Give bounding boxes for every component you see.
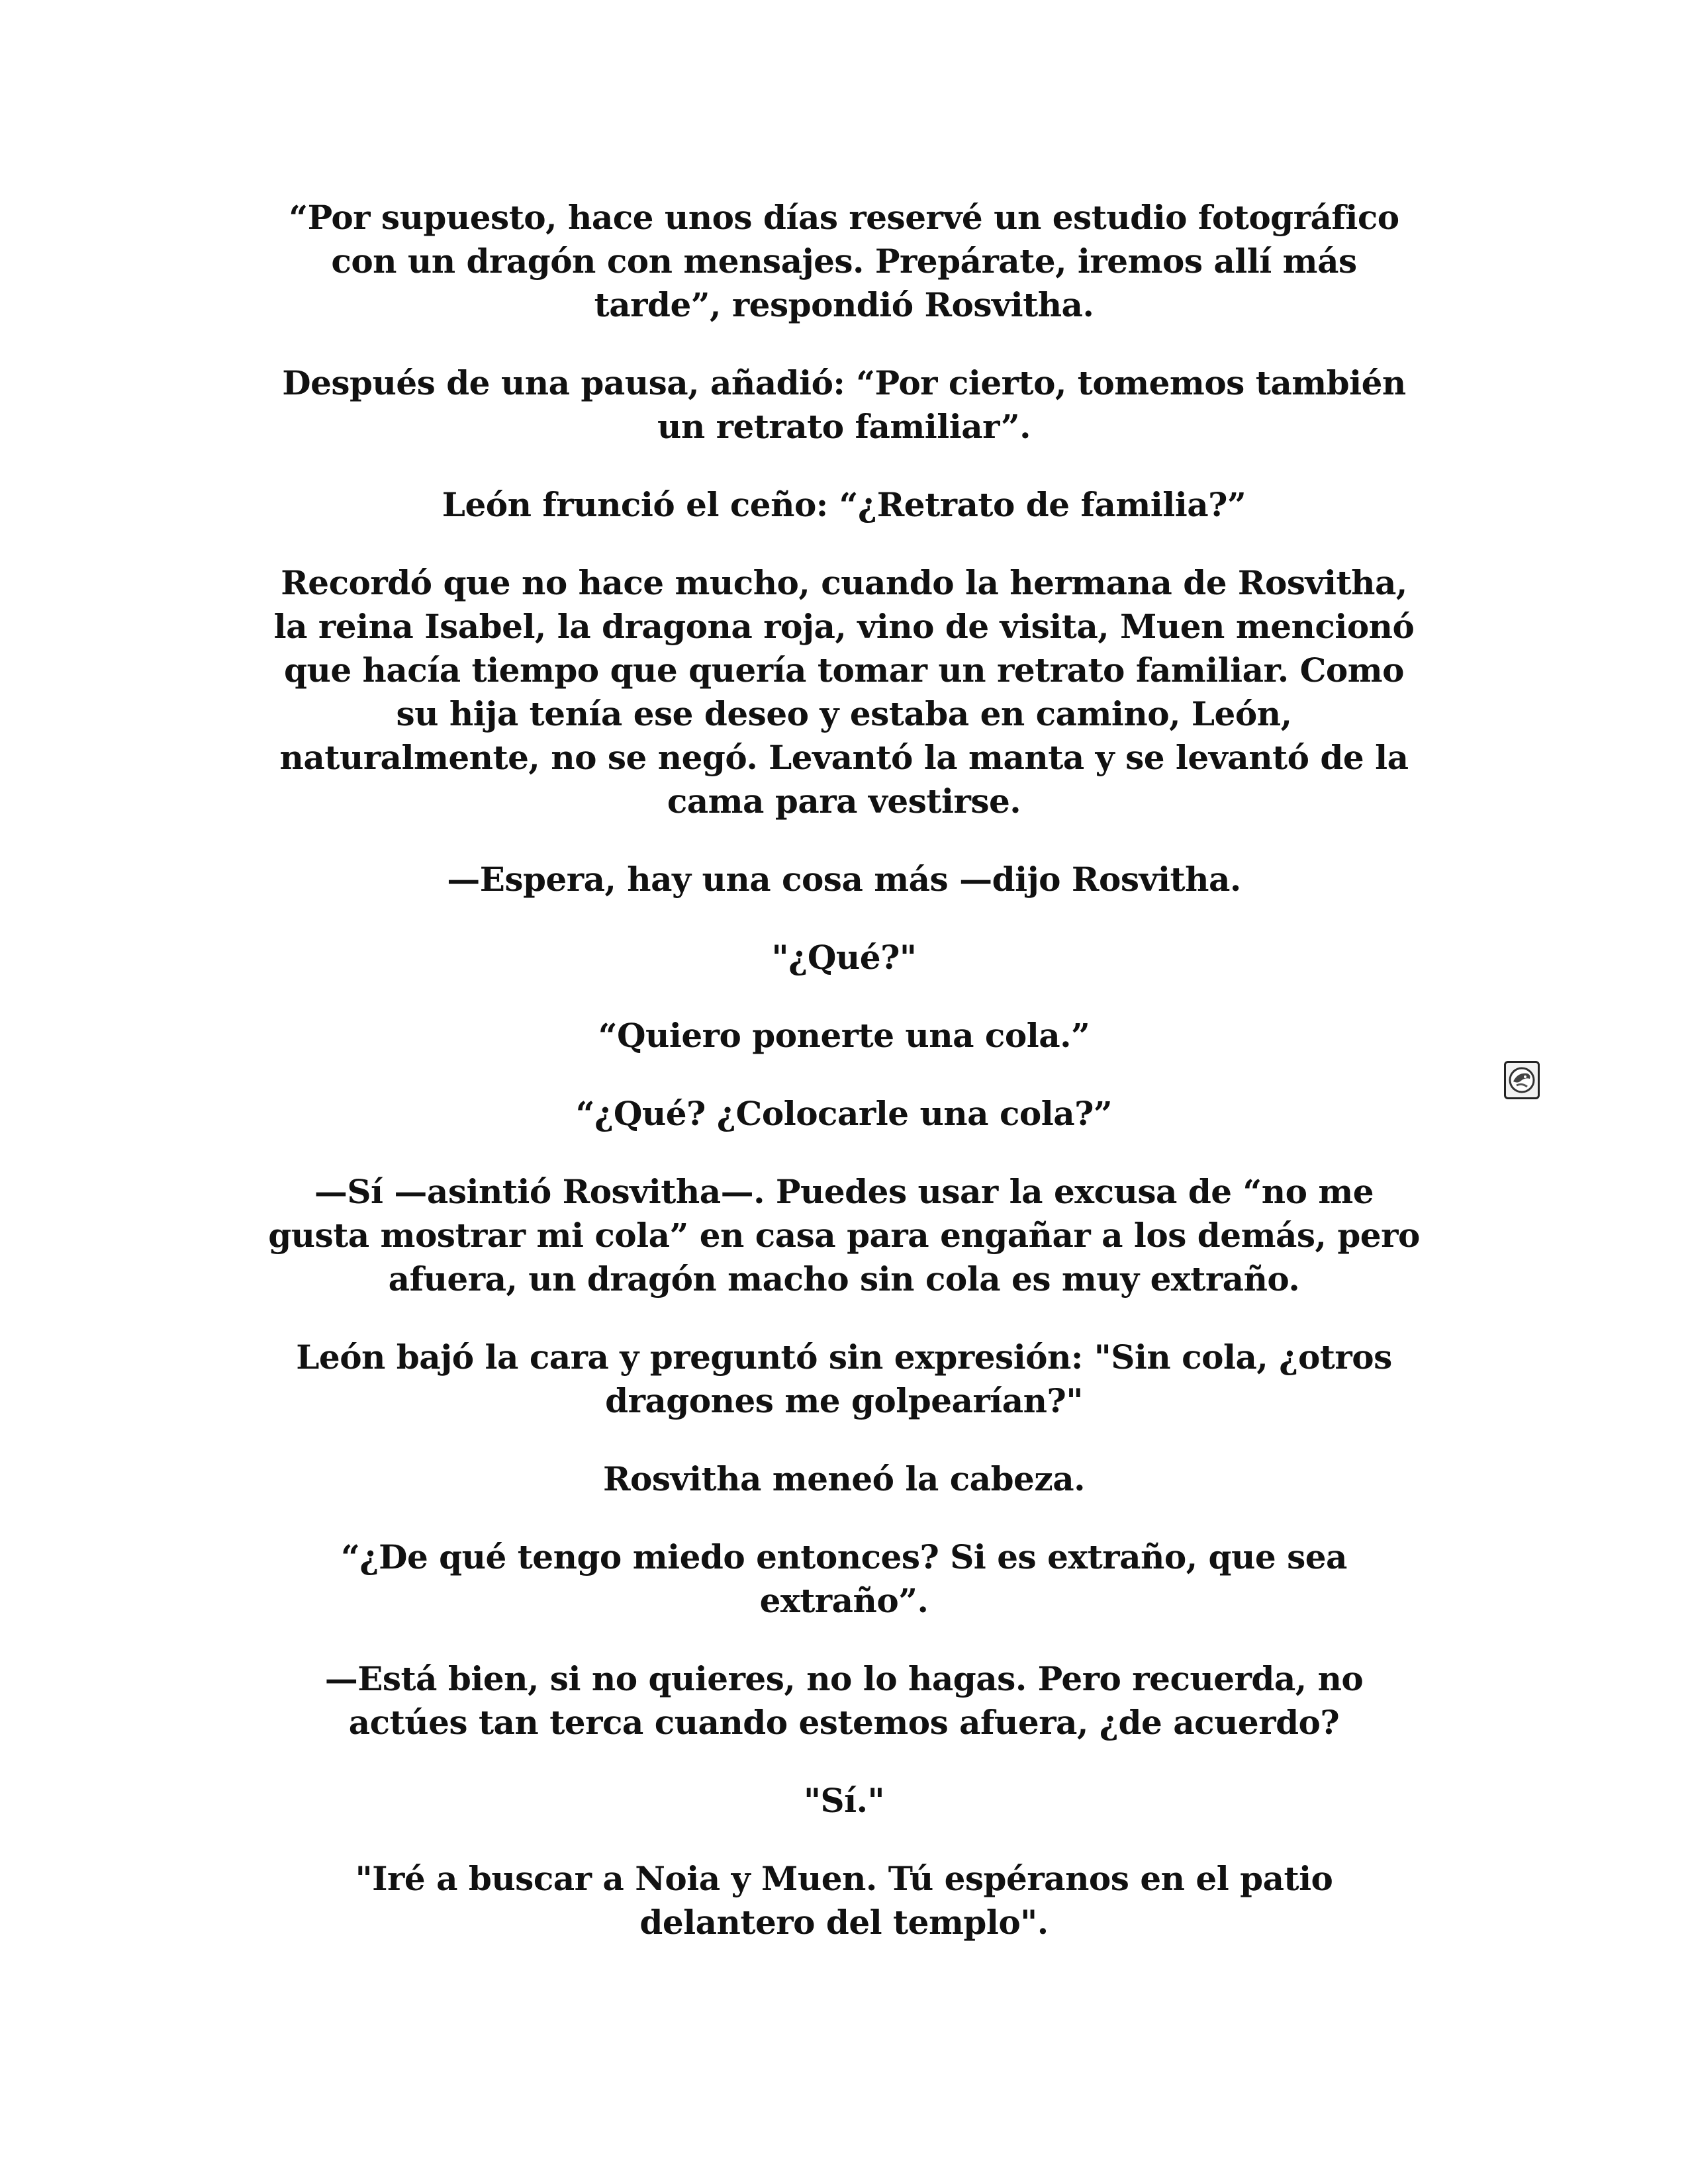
paragraph: “Quiero ponerte una cola.” — [598, 1016, 1090, 1055]
paragraph: Rosvitha meneó la cabeza. — [602, 1459, 1086, 1498]
paragraph: —Sí —asintió Rosvitha—. Puedes usar la excusa de “no me gusta mostrar mi cola” en casa para engañar a los demás, pero afuera, un dragón macho sin cola es muy extraño. — [268, 1172, 1420, 1298]
paragraph: "Sí." — [803, 1781, 885, 1820]
avatar-icon-graphic — [1507, 1064, 1536, 1096]
paragraph: “¿Qué? ¿Colocarle una cola?” — [575, 1094, 1113, 1133]
paragraph: León bajó la cara y preguntó sin expresión: "Sin cola, ¿otros dragones me golpearían?" — [296, 1338, 1392, 1420]
paragraph: Recordó que no hace mucho, cuando la hermana de Rosvitha, la reina Isabel, la dragona roja, vino de visita, Muen mencionó que hacía tiempo que quería tomar un retrato familiar. Como su hija tenía ese deseo y estaba en camino, León, naturalmente, no se negó. Levantó la manta y se levantó de la cama para vestirse. — [273, 563, 1415, 821]
document-page — [0, 196, 1688, 1979]
paragraph: “Por supuesto, hace unos días reservé un estudio fotográfico con un dragón con mensajes. Prepárate, iremos allí más tarde”, respondió Rosvitha. — [289, 198, 1399, 324]
paragraph: León frunció el ceño: “¿Retrato de familia?” — [442, 485, 1246, 524]
paragraph: "Iré a buscar a Noia y Muen. Tú espéranos en el patio delantero del templo". — [355, 1859, 1333, 1942]
avatar-icon[interactable] — [1504, 1061, 1540, 1099]
paragraph: "¿Qué?" — [771, 938, 917, 977]
paragraph: Después de una pausa, añadió: “Por cierto, tomemos también un retrato familiar”. — [282, 363, 1406, 446]
paragraph: —Espera, hay una cosa más —dijo Rosvitha. — [447, 860, 1241, 899]
paragraph: “¿De qué tengo miedo entonces? Si es extraño, que sea extraño”. — [341, 1537, 1347, 1620]
paragraph: —Está bien, si no quieres, no lo hagas. Pero recuerda, no actúes tan terca cuando estemos afuera, ¿de acuerdo? — [324, 1659, 1364, 1742]
